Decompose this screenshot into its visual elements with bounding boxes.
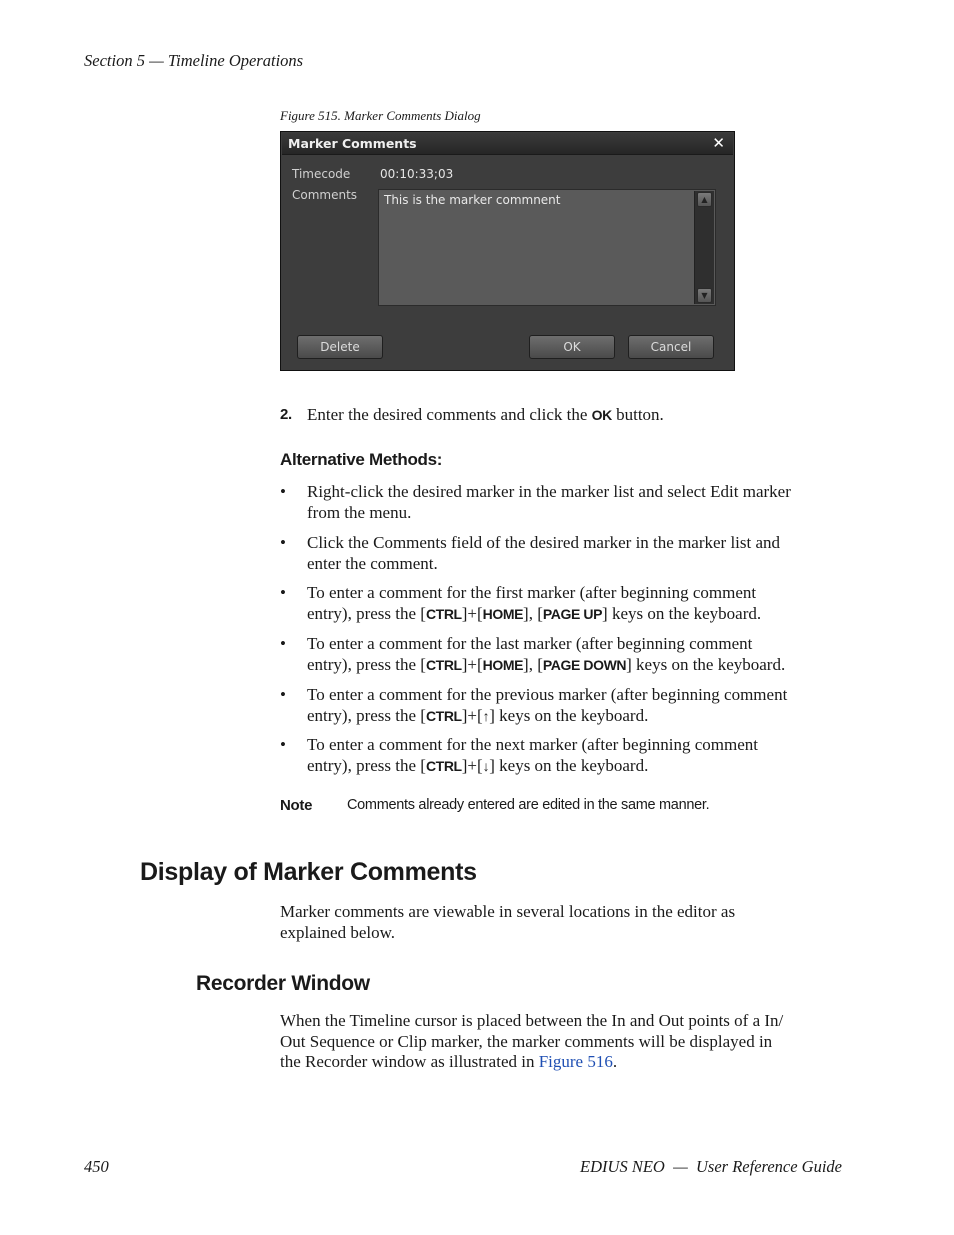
down-arrow-key: ↓: [482, 757, 490, 774]
paragraph-line: Out Sequence or Clip marker, the marker comments will be displayed in: [280, 1031, 773, 1051]
bullet-icon: •: [280, 533, 286, 552]
cancel-button[interactable]: Cancel: [628, 335, 714, 359]
close-icon[interactable]: ✕: [712, 134, 725, 152]
comments-label: Comments: [292, 188, 358, 202]
list-item: [307, 685, 847, 726]
up-arrow-key: ↑: [482, 707, 490, 724]
note-label: Note: [280, 797, 313, 814]
bullet-icon: •: [280, 685, 286, 704]
bullet-icon: •: [280, 482, 286, 501]
comments-textarea[interactable]: [378, 189, 716, 306]
list-item-line: enter the comment.: [307, 553, 438, 573]
ok-button[interactable]: OK: [529, 335, 615, 359]
ctrl-key: CTRL: [425, 707, 462, 724]
text-run: entry), press the [: [307, 654, 426, 674]
list-item: [307, 735, 847, 776]
display-paragraph: [280, 902, 840, 943]
text-run: ]+[: [461, 755, 483, 775]
scroll-up-icon[interactable]: ▲: [697, 192, 712, 207]
bullet-icon: •: [280, 583, 286, 602]
subsection-heading: Recorder Window: [196, 972, 370, 995]
text-run: ]+[: [461, 705, 483, 725]
list-item: [307, 583, 847, 624]
page-down-key: PAGE DOWN: [542, 656, 627, 673]
list-item-line: [307, 706, 847, 727]
alternative-methods-heading: Alternative Methods:: [280, 450, 443, 469]
home-key: HOME: [482, 656, 524, 673]
text-run: ] keys on the keyboard.: [602, 603, 762, 623]
page-up-key: PAGE UP: [542, 605, 603, 622]
text-run: entry), press the [: [307, 705, 426, 725]
bullet-icon: •: [280, 634, 286, 653]
section-heading: Display of Marker Comments: [140, 858, 477, 886]
list-item-line: [307, 655, 847, 676]
step-text-after: button.: [611, 405, 664, 424]
text-run: ], [: [523, 603, 543, 623]
step-text-before: Enter the desired comments and click the: [307, 405, 592, 424]
list-item-line: To enter a comment for the next marker (after beginning comment: [307, 735, 759, 754]
list-item-line: [307, 756, 847, 777]
ctrl-key: CTRL: [425, 656, 462, 673]
text-run: ]+[: [461, 603, 483, 623]
note-text: Comments already entered are edited in the same manner.: [347, 797, 710, 813]
list-item-line: To enter a comment for the first marker (after beginning comment: [307, 583, 757, 602]
guide-title: EDIUS NEO — User Reference Guide: [580, 1157, 842, 1176]
text-run: entry), press the [: [307, 755, 426, 775]
text-run: the Recorder window as illustrated in: [280, 1052, 539, 1071]
list-item-line: from the menu.: [307, 502, 412, 522]
ctrl-key: CTRL: [425, 757, 462, 774]
bullet-icon: •: [280, 735, 286, 754]
recorder-paragraph: [280, 1011, 845, 1073]
paragraph-line: When the Timeline cursor is placed between the In and Out points of a In/: [280, 1011, 784, 1030]
figure-caption: Figure 515. Marker Comments Dialog: [280, 108, 481, 123]
comments-text: This is the marker commnent: [384, 193, 561, 207]
timecode-label: Timecode: [292, 167, 351, 181]
dialog-title: Marker Comments: [288, 136, 417, 151]
step-number: 2.: [280, 406, 292, 423]
timecode-value: 00:10:33;03: [380, 167, 454, 181]
list-item: [307, 482, 847, 523]
text-run: entry), press the [: [307, 603, 426, 623]
text-run: ], [: [523, 654, 543, 674]
paragraph-line: [280, 1052, 845, 1073]
list-item-line: Right-click the desired marker in the marker list and select Edit marker: [307, 482, 791, 501]
ok-key: OK: [591, 407, 612, 423]
text-run: ] keys on the keyboard.: [489, 705, 649, 725]
step-text: [307, 405, 664, 426]
ctrl-key: CTRL: [425, 605, 462, 622]
running-header: Section 5 — Timeline Operations: [84, 51, 304, 70]
list-item-line: Click the Comments field of the desired marker in the marker list and: [307, 533, 781, 552]
delete-button[interactable]: Delete: [297, 335, 383, 359]
paragraph-line: explained below.: [280, 922, 396, 942]
list-item: [307, 533, 847, 574]
text-run: ]+[: [461, 654, 483, 674]
figure-516-link[interactable]: Figure 516: [538, 1052, 613, 1071]
text-run: ] keys on the keyboard.: [626, 654, 786, 674]
marker-comments-dialog: [280, 131, 735, 371]
home-key: HOME: [482, 605, 524, 622]
text-run: .: [612, 1052, 618, 1071]
page-number: 450: [84, 1157, 109, 1176]
text-run: ] keys on the keyboard.: [489, 755, 649, 775]
comments-scrollbar[interactable]: [694, 191, 714, 304]
scroll-down-icon[interactable]: ▼: [697, 288, 712, 303]
dialog-titlebar: [282, 133, 733, 155]
list-item-line: [307, 604, 847, 625]
paragraph-line: Marker comments are viewable in several locations in the editor as: [280, 902, 736, 921]
list-item: [307, 634, 847, 675]
list-item-line: To enter a comment for the previous marker (after beginning comment: [307, 685, 788, 704]
list-item-line: To enter a comment for the last marker (after beginning comment: [307, 634, 753, 653]
